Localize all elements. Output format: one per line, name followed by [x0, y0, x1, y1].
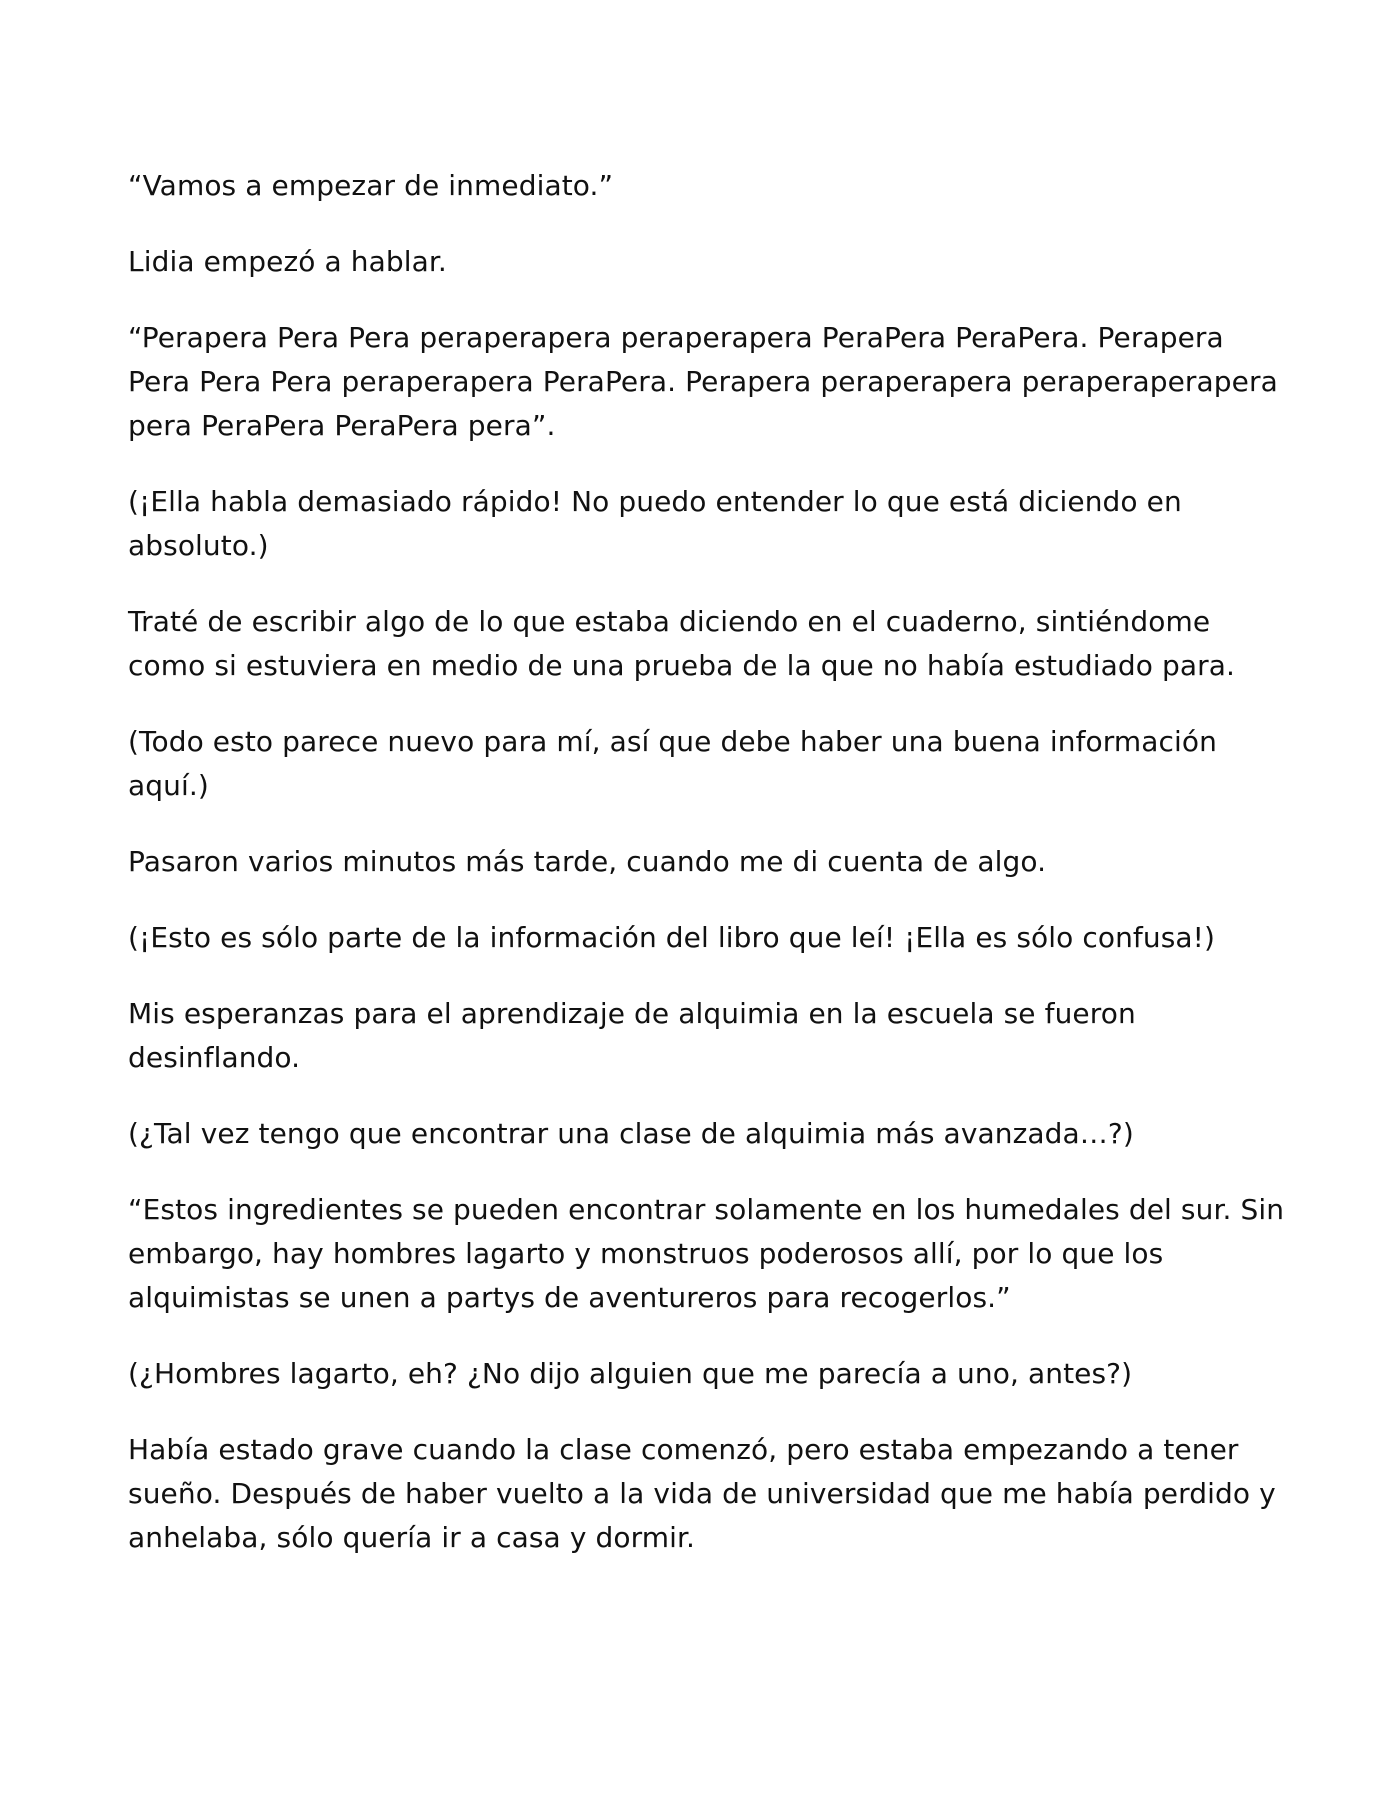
paragraph: Traté de escribir algo de lo que estaba diciendo en el cuaderno, sintiéndome como si estuviera en medio de una prueba de la que no había estudiado para. — [128, 605, 1236, 682]
paragraph: Lidia empezó a hablar. — [128, 245, 447, 278]
paragraph: “Perapera Pera Pera peraperapera peraperapera PeraPera PeraPera. Perapera Pera Pera Pera peraperapera PeraPera. Perapera peraperapera peraperaperapera pera PeraPera PeraPera pera”. — [128, 321, 1278, 442]
paragraph: Había estado grave cuando la clase comenzó, pero estaba empezando a tener sueño. Después de haber vuelto a la vida de universidad que me había perdido y anhelaba, sólo quería ir a casa y dormir. — [128, 1433, 1276, 1554]
paragraph: (¡Esto es sólo parte de la información del libro que leí! ¡Ella es sólo confusa!) — [128, 921, 1216, 954]
paragraph: Pasaron varios minutos más tarde, cuando me di cuenta de algo. — [128, 845, 1047, 878]
paragraph: Mis esperanzas para el aprendizaje de alquimia en la escuela se fueron desinflando. — [128, 997, 1136, 1074]
paragraph: (¿Hombres lagarto, eh? ¿No dijo alguien que me parecía a uno, antes?) — [128, 1357, 1133, 1390]
paragraph: (¡Ella habla demasiado rápido! No puedo entender lo que está diciendo en absoluto.) — [128, 485, 1182, 562]
paragraph: “Estos ingredientes se pueden encontrar solamente en los humedales del sur. Sin embargo, hay hombres lagarto y monstruos poderosos allí, por lo que los alquimistas se unen a partys de aventureros para recogerlos.” — [128, 1193, 1285, 1314]
paragraph: (¿Tal vez tengo que encontrar una clase de alquimia más avanzada…?) — [128, 1117, 1134, 1150]
document-body — [128, 164, 1288, 1592]
paragraph: (Todo esto parece nuevo para mí, así que debe haber una buena información aquí.) — [128, 725, 1217, 802]
paragraph: “Vamos a empezar de inmediato.” — [128, 169, 614, 202]
